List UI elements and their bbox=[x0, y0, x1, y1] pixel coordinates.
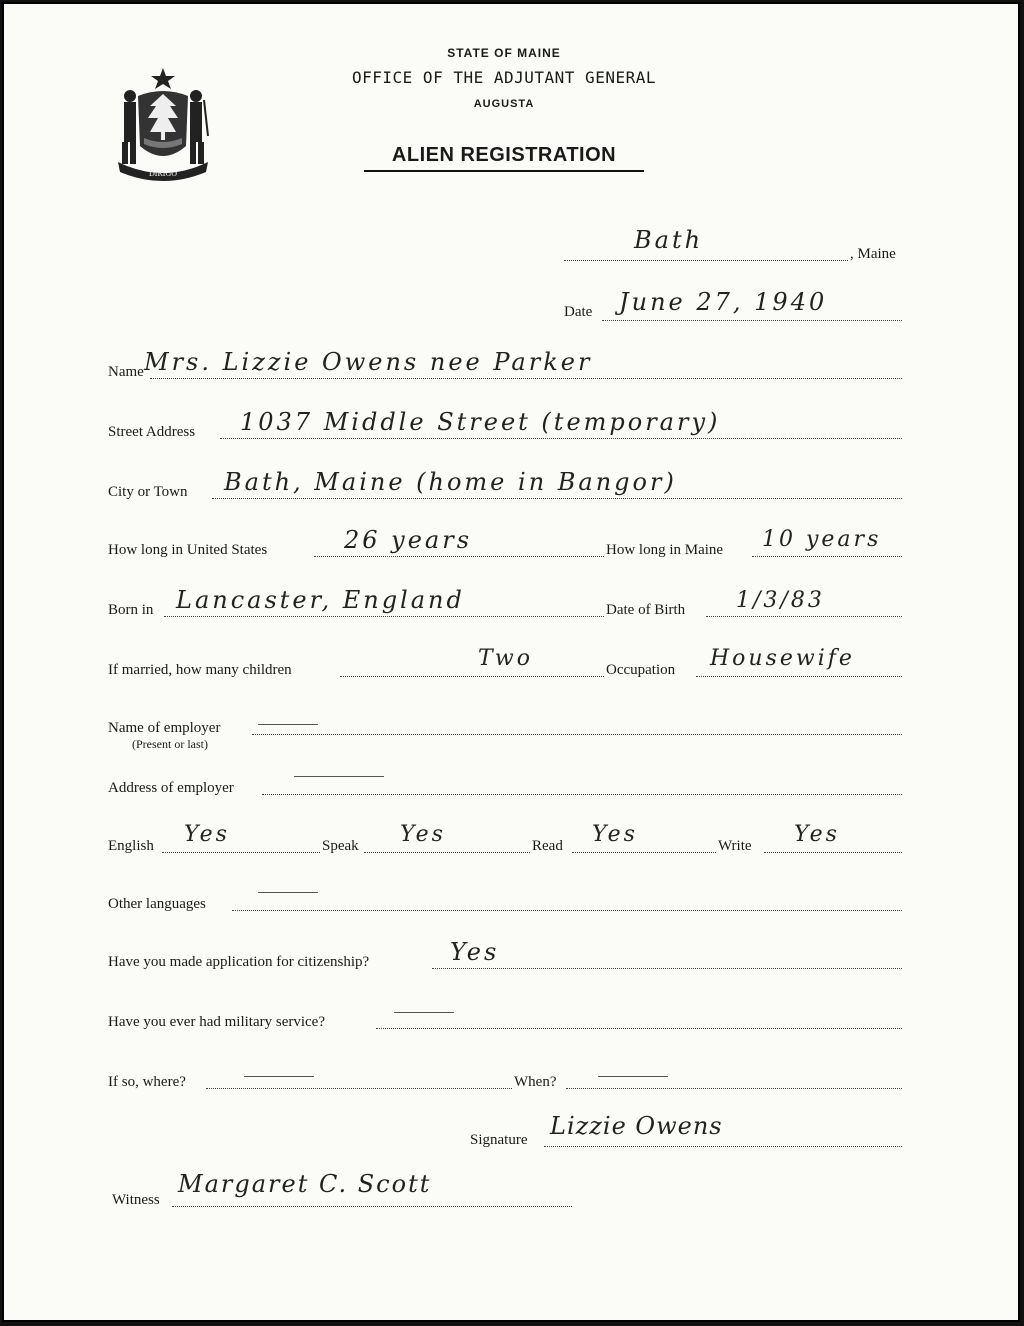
date-line bbox=[602, 320, 902, 321]
when-line bbox=[566, 1088, 902, 1089]
maine-duration-line bbox=[752, 556, 902, 557]
dob-label: Date of Birth bbox=[606, 602, 686, 618]
employer-address-dash bbox=[294, 776, 384, 777]
state-heading: STATE OF MAINE bbox=[447, 46, 561, 60]
read-value: Yes bbox=[592, 822, 638, 847]
write-line bbox=[764, 852, 902, 853]
citizenship-label: Have you made application for citizenship? bbox=[108, 954, 370, 970]
military-label: Have you ever had military service? bbox=[108, 1014, 325, 1030]
employer-sublabel: (Present or last) bbox=[132, 737, 208, 751]
speak-line bbox=[364, 852, 530, 853]
employer-address-label: Address of employer bbox=[108, 780, 234, 796]
born-label: Born in bbox=[108, 602, 154, 618]
other-languages-dash bbox=[258, 892, 318, 893]
children-label: If married, how many children bbox=[108, 662, 292, 678]
employer-address-line bbox=[262, 794, 902, 795]
where-dash bbox=[244, 1076, 314, 1077]
other-languages-label: Other languages bbox=[108, 896, 206, 912]
date-label: Date bbox=[564, 304, 593, 320]
name-label: Name bbox=[108, 364, 144, 380]
where-line bbox=[206, 1088, 512, 1089]
city-label: City or Town bbox=[108, 484, 188, 500]
occupation-label: Occupation bbox=[606, 662, 676, 678]
us-duration-line bbox=[314, 556, 604, 557]
children-line bbox=[340, 676, 604, 677]
place-line bbox=[564, 260, 848, 261]
english-line bbox=[162, 852, 320, 853]
dob-line bbox=[706, 616, 902, 617]
military-line bbox=[376, 1028, 902, 1029]
city-value: Bath, Maine (home in Bangor) bbox=[224, 468, 677, 496]
read-line bbox=[572, 852, 716, 853]
where-label: If so, where? bbox=[108, 1074, 186, 1090]
place-value: Bath bbox=[634, 226, 704, 254]
signature-line bbox=[544, 1146, 902, 1147]
read-label: Read bbox=[532, 838, 563, 854]
citizenship-value: Yes bbox=[450, 938, 500, 966]
name-value: Mrs. Lizzie Owens nee Parker bbox=[144, 348, 593, 376]
employer-label: Name of employer bbox=[108, 720, 221, 736]
witness-value: Margaret C. Scott bbox=[178, 1170, 432, 1198]
other-languages-line bbox=[232, 910, 902, 911]
city-heading: AUGUSTA bbox=[473, 98, 535, 110]
citizenship-line bbox=[432, 968, 902, 969]
office-heading: OFFICE OF THE ADJUTANT GENERAL bbox=[352, 68, 656, 87]
street-line bbox=[220, 438, 902, 439]
witness-label: Witness bbox=[112, 1192, 160, 1208]
maine-state-seal bbox=[108, 66, 218, 186]
speak-value: Yes bbox=[400, 822, 446, 847]
form-title: ALIEN REGISTRATION bbox=[364, 144, 644, 172]
english-label: English bbox=[108, 838, 154, 854]
speak-label: Speak bbox=[322, 838, 359, 854]
employer-line bbox=[252, 734, 902, 735]
maine-duration-value: 10 years bbox=[762, 527, 882, 552]
when-label: When? bbox=[514, 1074, 557, 1090]
military-dash bbox=[394, 1012, 454, 1013]
street-label: Street Address bbox=[108, 424, 196, 440]
occupation-value: Housewife bbox=[710, 646, 855, 671]
name-line bbox=[150, 378, 902, 379]
registration-form bbox=[2, 2, 1020, 1322]
maine-duration-label: How long in Maine bbox=[606, 542, 724, 558]
born-value: Lancaster, England bbox=[176, 586, 465, 614]
born-line bbox=[164, 616, 604, 617]
date-value: June 27, 1940 bbox=[619, 288, 828, 316]
seal-motto-text: DIRIGO bbox=[149, 169, 177, 178]
children-value: Two bbox=[478, 646, 533, 671]
dob-value: 1/3/83 bbox=[736, 588, 825, 613]
us-duration-value: 26 years bbox=[344, 526, 473, 554]
us-duration-label: How long in United States bbox=[108, 542, 268, 558]
place-suffix-label: , Maine bbox=[850, 246, 896, 262]
signature-label: Signature bbox=[470, 1132, 528, 1148]
english-value: Yes bbox=[184, 822, 230, 847]
witness-line bbox=[172, 1206, 572, 1207]
city-line bbox=[212, 498, 902, 499]
street-value: 1037 Middle Street (temporary) bbox=[240, 408, 721, 436]
when-dash bbox=[598, 1076, 668, 1077]
employer-dash bbox=[258, 724, 318, 725]
occupation-line bbox=[696, 676, 902, 677]
write-label: Write bbox=[718, 838, 752, 854]
signature-value: Lizzie Owens bbox=[550, 1112, 723, 1140]
write-value: Yes bbox=[794, 822, 840, 847]
